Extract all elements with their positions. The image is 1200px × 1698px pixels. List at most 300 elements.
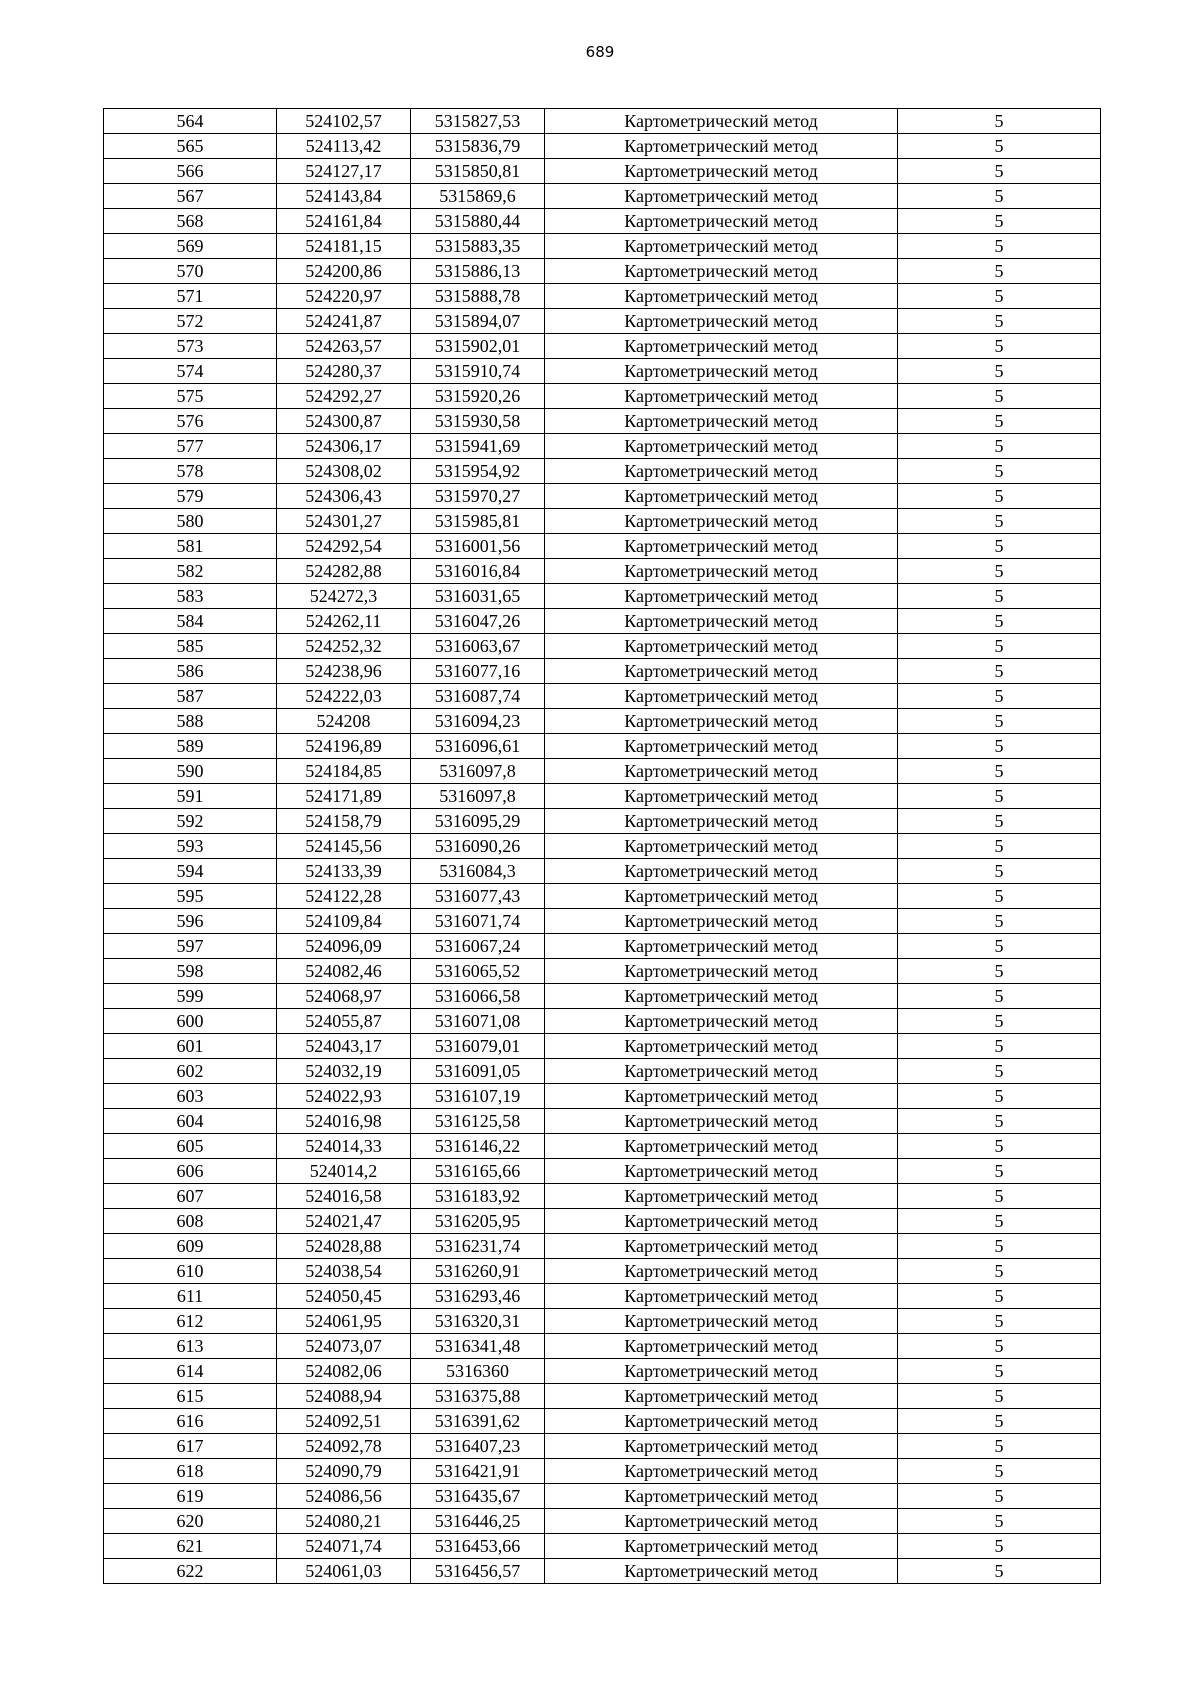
accuracy-cell: 5 [898, 609, 1101, 634]
table-row [104, 709, 1101, 734]
point-number-cell: 568 [104, 209, 277, 234]
point-number-cell: 576 [104, 409, 277, 434]
y-coordinate-cell: 5316421,91 [411, 1459, 545, 1484]
table-row [104, 684, 1101, 709]
point-number-cell: 571 [104, 284, 277, 309]
y-coordinate-cell: 5316095,29 [411, 809, 545, 834]
x-coordinate-cell: 524038,54 [277, 1259, 411, 1284]
y-coordinate-cell: 5316016,84 [411, 559, 545, 584]
point-number-cell: 599 [104, 984, 277, 1009]
table-row [104, 1034, 1101, 1059]
y-coordinate-cell: 5316375,88 [411, 1384, 545, 1409]
y-coordinate-cell: 5315888,78 [411, 284, 545, 309]
y-coordinate-cell: 5316001,56 [411, 534, 545, 559]
point-number-cell: 598 [104, 959, 277, 984]
table-row [104, 559, 1101, 584]
accuracy-cell: 5 [898, 259, 1101, 284]
method-cell: Картометрический метод [545, 534, 898, 559]
accuracy-cell: 5 [898, 934, 1101, 959]
x-coordinate-cell: 524092,78 [277, 1434, 411, 1459]
table-row [104, 159, 1101, 184]
method-cell: Картометрический метод [545, 1209, 898, 1234]
table-row [104, 1109, 1101, 1134]
point-number-cell: 612 [104, 1309, 277, 1334]
table-row [104, 634, 1101, 659]
x-coordinate-cell: 524220,97 [277, 284, 411, 309]
accuracy-cell: 5 [898, 1359, 1101, 1384]
accuracy-cell: 5 [898, 1259, 1101, 1284]
table-row [104, 1509, 1101, 1534]
accuracy-cell: 5 [898, 559, 1101, 584]
x-coordinate-cell: 524208 [277, 709, 411, 734]
y-coordinate-cell: 5316107,19 [411, 1084, 545, 1109]
point-number-cell: 601 [104, 1034, 277, 1059]
x-coordinate-cell: 524252,32 [277, 634, 411, 659]
point-number-cell: 614 [104, 1359, 277, 1384]
table-row [104, 184, 1101, 209]
y-coordinate-cell: 5316205,95 [411, 1209, 545, 1234]
method-cell: Картометрический метод [545, 434, 898, 459]
x-coordinate-cell: 524109,84 [277, 909, 411, 934]
table-row [104, 134, 1101, 159]
accuracy-cell: 5 [898, 1484, 1101, 1509]
point-number-cell: 585 [104, 634, 277, 659]
method-cell: Картометрический метод [545, 959, 898, 984]
point-number-cell: 619 [104, 1484, 277, 1509]
x-coordinate-cell: 524306,17 [277, 434, 411, 459]
x-coordinate-cell: 524102,57 [277, 109, 411, 134]
x-coordinate-cell: 524272,3 [277, 584, 411, 609]
accuracy-cell: 5 [898, 484, 1101, 509]
method-cell: Картометрический метод [545, 559, 898, 584]
table-row [104, 284, 1101, 309]
method-cell: Картометрический метод [545, 159, 898, 184]
method-cell: Картометрический метод [545, 934, 898, 959]
page-number: 689 [585, 43, 615, 61]
y-coordinate-cell: 5316456,57 [411, 1559, 545, 1584]
method-cell: Картометрический метод [545, 484, 898, 509]
accuracy-cell: 5 [898, 284, 1101, 309]
table-row [104, 934, 1101, 959]
x-coordinate-cell: 524086,56 [277, 1484, 411, 1509]
point-number-cell: 588 [104, 709, 277, 734]
accuracy-cell: 5 [898, 309, 1101, 334]
method-cell: Картометрический метод [545, 1359, 898, 1384]
y-coordinate-cell: 5316183,92 [411, 1184, 545, 1209]
method-cell: Картометрический метод [545, 109, 898, 134]
table-row [104, 859, 1101, 884]
x-coordinate-cell: 524262,11 [277, 609, 411, 634]
point-number-cell: 603 [104, 1084, 277, 1109]
table-row [104, 834, 1101, 859]
accuracy-cell: 5 [898, 684, 1101, 709]
x-coordinate-cell: 524043,17 [277, 1034, 411, 1059]
x-coordinate-cell: 524280,37 [277, 359, 411, 384]
method-cell: Картометрический метод [545, 309, 898, 334]
x-coordinate-cell: 524222,03 [277, 684, 411, 709]
y-coordinate-cell: 5316320,31 [411, 1309, 545, 1334]
point-number-cell: 581 [104, 534, 277, 559]
x-coordinate-cell: 524082,46 [277, 959, 411, 984]
x-coordinate-cell: 524184,85 [277, 759, 411, 784]
table-body [104, 109, 1101, 1584]
point-number-cell: 578 [104, 459, 277, 484]
method-cell: Картометрический метод [545, 1409, 898, 1434]
y-coordinate-cell: 5316146,22 [411, 1134, 545, 1159]
accuracy-cell: 5 [898, 809, 1101, 834]
point-number-cell: 593 [104, 834, 277, 859]
method-cell: Картометрический метод [545, 759, 898, 784]
y-coordinate-cell: 5316453,66 [411, 1534, 545, 1559]
method-cell: Картометрический метод [545, 184, 898, 209]
x-coordinate-cell: 524241,87 [277, 309, 411, 334]
y-coordinate-cell: 5315883,35 [411, 234, 545, 259]
table-row [104, 584, 1101, 609]
point-number-cell: 608 [104, 1209, 277, 1234]
method-cell: Картометрический метод [545, 709, 898, 734]
accuracy-cell: 5 [898, 359, 1101, 384]
accuracy-cell: 5 [898, 184, 1101, 209]
accuracy-cell: 5 [898, 884, 1101, 909]
accuracy-cell: 5 [898, 1534, 1101, 1559]
table-row [104, 1434, 1101, 1459]
y-coordinate-cell: 5316407,23 [411, 1434, 545, 1459]
y-coordinate-cell: 5316094,23 [411, 709, 545, 734]
table-row [104, 1559, 1101, 1584]
accuracy-cell: 5 [898, 234, 1101, 259]
x-coordinate-cell: 524096,09 [277, 934, 411, 959]
table-row [104, 484, 1101, 509]
point-number-cell: 613 [104, 1334, 277, 1359]
table-row [104, 1284, 1101, 1309]
y-coordinate-cell: 5316435,67 [411, 1484, 545, 1509]
point-number-cell: 592 [104, 809, 277, 834]
table-row [104, 1134, 1101, 1159]
method-cell: Картометрический метод [545, 1484, 898, 1509]
y-coordinate-cell: 5316125,58 [411, 1109, 545, 1134]
x-coordinate-cell: 524090,79 [277, 1459, 411, 1484]
table-row [104, 884, 1101, 909]
y-coordinate-cell: 5315920,26 [411, 384, 545, 409]
method-cell: Картометрический метод [545, 1559, 898, 1584]
x-coordinate-cell: 524158,79 [277, 809, 411, 834]
method-cell: Картометрический метод [545, 909, 898, 934]
point-number-cell: 582 [104, 559, 277, 584]
table-row [104, 334, 1101, 359]
x-coordinate-cell: 524113,42 [277, 134, 411, 159]
table-row [104, 759, 1101, 784]
method-cell: Картометрический метод [545, 459, 898, 484]
y-coordinate-cell: 5316260,91 [411, 1259, 545, 1284]
accuracy-cell: 5 [898, 784, 1101, 809]
y-coordinate-cell: 5316063,67 [411, 634, 545, 659]
y-coordinate-cell: 5316446,25 [411, 1509, 545, 1534]
x-coordinate-cell: 524016,98 [277, 1109, 411, 1134]
table-row [104, 734, 1101, 759]
x-coordinate-cell: 524181,15 [277, 234, 411, 259]
y-coordinate-cell: 5316360 [411, 1359, 545, 1384]
x-coordinate-cell: 524308,02 [277, 459, 411, 484]
accuracy-cell: 5 [898, 584, 1101, 609]
point-number-cell: 573 [104, 334, 277, 359]
method-cell: Картометрический метод [545, 1384, 898, 1409]
y-coordinate-cell: 5315836,79 [411, 134, 545, 159]
table-row [104, 959, 1101, 984]
x-coordinate-cell: 524263,57 [277, 334, 411, 359]
method-cell: Картометрический метод [545, 134, 898, 159]
y-coordinate-cell: 5316090,26 [411, 834, 545, 859]
method-cell: Картометрический метод [545, 1034, 898, 1059]
y-coordinate-cell: 5316087,74 [411, 684, 545, 709]
method-cell: Картометрический метод [545, 359, 898, 384]
accuracy-cell: 5 [898, 534, 1101, 559]
y-coordinate-cell: 5316065,52 [411, 959, 545, 984]
accuracy-cell: 5 [898, 859, 1101, 884]
method-cell: Картометрический метод [545, 784, 898, 809]
accuracy-cell: 5 [898, 1084, 1101, 1109]
accuracy-cell: 5 [898, 459, 1101, 484]
table-row [104, 1309, 1101, 1334]
table-row [104, 1009, 1101, 1034]
y-coordinate-cell: 5316097,8 [411, 759, 545, 784]
y-coordinate-cell: 5315894,07 [411, 309, 545, 334]
table-row [104, 1359, 1101, 1384]
x-coordinate-cell: 524300,87 [277, 409, 411, 434]
x-coordinate-cell: 524292,54 [277, 534, 411, 559]
point-number-cell: 602 [104, 1059, 277, 1084]
y-coordinate-cell: 5316231,74 [411, 1234, 545, 1259]
y-coordinate-cell: 5316293,46 [411, 1284, 545, 1309]
accuracy-cell: 5 [898, 1134, 1101, 1159]
method-cell: Картометрический метод [545, 834, 898, 859]
accuracy-cell: 5 [898, 1309, 1101, 1334]
x-coordinate-cell: 524292,27 [277, 384, 411, 409]
y-coordinate-cell: 5315930,58 [411, 409, 545, 434]
x-coordinate-cell: 524021,47 [277, 1209, 411, 1234]
x-coordinate-cell: 524133,39 [277, 859, 411, 884]
table-row [104, 1384, 1101, 1409]
point-number-cell: 572 [104, 309, 277, 334]
point-number-cell: 621 [104, 1534, 277, 1559]
accuracy-cell: 5 [898, 959, 1101, 984]
y-coordinate-cell: 5316071,08 [411, 1009, 545, 1034]
point-number-cell: 611 [104, 1284, 277, 1309]
method-cell: Картометрический метод [545, 884, 898, 909]
method-cell: Картометрический метод [545, 234, 898, 259]
accuracy-cell: 5 [898, 159, 1101, 184]
accuracy-cell: 5 [898, 634, 1101, 659]
accuracy-cell: 5 [898, 1034, 1101, 1059]
x-coordinate-cell: 524014,2 [277, 1159, 411, 1184]
accuracy-cell: 5 [898, 1009, 1101, 1034]
point-number-cell: 597 [104, 934, 277, 959]
table-row [104, 534, 1101, 559]
table-row [104, 609, 1101, 634]
accuracy-cell: 5 [898, 1109, 1101, 1134]
accuracy-cell: 5 [898, 1384, 1101, 1409]
y-coordinate-cell: 5316071,74 [411, 909, 545, 934]
table-row [104, 1409, 1101, 1434]
x-coordinate-cell: 524022,93 [277, 1084, 411, 1109]
table-row [104, 1484, 1101, 1509]
y-coordinate-cell: 5316341,48 [411, 1334, 545, 1359]
x-coordinate-cell: 524016,58 [277, 1184, 411, 1209]
point-number-cell: 579 [104, 484, 277, 509]
method-cell: Картометрический метод [545, 1084, 898, 1109]
x-coordinate-cell: 524200,86 [277, 259, 411, 284]
table-row [104, 1334, 1101, 1359]
y-coordinate-cell: 5316077,43 [411, 884, 545, 909]
x-coordinate-cell: 524061,03 [277, 1559, 411, 1584]
x-coordinate-cell: 524196,89 [277, 734, 411, 759]
x-coordinate-cell: 524282,88 [277, 559, 411, 584]
method-cell: Картометрический метод [545, 1284, 898, 1309]
accuracy-cell: 5 [898, 109, 1101, 134]
y-coordinate-cell: 5315970,27 [411, 484, 545, 509]
method-cell: Картометрический метод [545, 634, 898, 659]
x-coordinate-cell: 524145,56 [277, 834, 411, 859]
accuracy-cell: 5 [898, 834, 1101, 859]
method-cell: Картометрический метод [545, 1509, 898, 1534]
accuracy-cell: 5 [898, 709, 1101, 734]
accuracy-cell: 5 [898, 1059, 1101, 1084]
method-cell: Картометрический метод [545, 809, 898, 834]
table-row [104, 359, 1101, 384]
point-number-cell: 617 [104, 1434, 277, 1459]
point-number-cell: 566 [104, 159, 277, 184]
table-row [104, 309, 1101, 334]
method-cell: Картометрический метод [545, 1459, 898, 1484]
method-cell: Картометрический метод [545, 734, 898, 759]
y-coordinate-cell: 5315902,01 [411, 334, 545, 359]
point-number-cell: 595 [104, 884, 277, 909]
method-cell: Картометрический метод [545, 1534, 898, 1559]
table-row [104, 259, 1101, 284]
x-coordinate-cell: 524161,84 [277, 209, 411, 234]
accuracy-cell: 5 [898, 1284, 1101, 1309]
accuracy-cell: 5 [898, 1184, 1101, 1209]
y-coordinate-cell: 5315880,44 [411, 209, 545, 234]
x-coordinate-cell: 524082,06 [277, 1359, 411, 1384]
point-number-cell: 622 [104, 1559, 277, 1584]
method-cell: Картометрический метод [545, 284, 898, 309]
x-coordinate-cell: 524238,96 [277, 659, 411, 684]
y-coordinate-cell: 5316077,16 [411, 659, 545, 684]
method-cell: Картометрический метод [545, 1159, 898, 1184]
point-number-cell: 584 [104, 609, 277, 634]
point-number-cell: 586 [104, 659, 277, 684]
y-coordinate-cell: 5315850,81 [411, 159, 545, 184]
accuracy-cell: 5 [898, 1334, 1101, 1359]
method-cell: Картометрический метод [545, 259, 898, 284]
y-coordinate-cell: 5315941,69 [411, 434, 545, 459]
table-row [104, 1534, 1101, 1559]
table-row [104, 1059, 1101, 1084]
point-number-cell: 618 [104, 1459, 277, 1484]
method-cell: Картометрический метод [545, 984, 898, 1009]
table-row [104, 209, 1101, 234]
accuracy-cell: 5 [898, 509, 1101, 534]
y-coordinate-cell: 5316047,26 [411, 609, 545, 634]
table-row [104, 384, 1101, 409]
method-cell: Картометрический метод [545, 334, 898, 359]
point-number-cell: 570 [104, 259, 277, 284]
method-cell: Картометрический метод [545, 659, 898, 684]
y-coordinate-cell: 5316091,05 [411, 1059, 545, 1084]
table-row [104, 109, 1101, 134]
table-row [104, 1459, 1101, 1484]
accuracy-cell: 5 [898, 909, 1101, 934]
point-number-cell: 564 [104, 109, 277, 134]
y-coordinate-cell: 5316096,61 [411, 734, 545, 759]
point-number-cell: 607 [104, 1184, 277, 1209]
point-number-cell: 604 [104, 1109, 277, 1134]
table-row [104, 909, 1101, 934]
table-row [104, 659, 1101, 684]
table-row [104, 434, 1101, 459]
accuracy-cell: 5 [898, 1434, 1101, 1459]
point-number-cell: 615 [104, 1384, 277, 1409]
x-coordinate-cell: 524122,28 [277, 884, 411, 909]
y-coordinate-cell: 5316066,58 [411, 984, 545, 1009]
point-number-cell: 574 [104, 359, 277, 384]
point-number-cell: 600 [104, 1009, 277, 1034]
accuracy-cell: 5 [898, 1509, 1101, 1534]
point-number-cell: 590 [104, 759, 277, 784]
y-coordinate-cell: 5315985,81 [411, 509, 545, 534]
point-number-cell: 580 [104, 509, 277, 534]
point-number-cell: 606 [104, 1159, 277, 1184]
point-number-cell: 583 [104, 584, 277, 609]
method-cell: Картометрический метод [545, 1334, 898, 1359]
accuracy-cell: 5 [898, 984, 1101, 1009]
point-number-cell: 596 [104, 909, 277, 934]
point-number-cell: 565 [104, 134, 277, 159]
x-coordinate-cell: 524301,27 [277, 509, 411, 534]
table-row [104, 809, 1101, 834]
y-coordinate-cell: 5316165,66 [411, 1159, 545, 1184]
method-cell: Картометрический метод [545, 1234, 898, 1259]
y-coordinate-cell: 5316079,01 [411, 1034, 545, 1059]
point-number-cell: 589 [104, 734, 277, 759]
y-coordinate-cell: 5316067,24 [411, 934, 545, 959]
point-number-cell: 605 [104, 1134, 277, 1159]
table-row [104, 1084, 1101, 1109]
x-coordinate-cell: 524088,94 [277, 1384, 411, 1409]
accuracy-cell: 5 [898, 1209, 1101, 1234]
accuracy-cell: 5 [898, 1409, 1101, 1434]
point-number-cell: 594 [104, 859, 277, 884]
point-number-cell: 620 [104, 1509, 277, 1534]
accuracy-cell: 5 [898, 209, 1101, 234]
x-coordinate-cell: 524143,84 [277, 184, 411, 209]
accuracy-cell: 5 [898, 1459, 1101, 1484]
coordinates-table [103, 108, 1101, 1584]
method-cell: Картометрический метод [545, 1009, 898, 1034]
x-coordinate-cell: 524068,97 [277, 984, 411, 1009]
table-row [104, 984, 1101, 1009]
x-coordinate-cell: 524127,17 [277, 159, 411, 184]
x-coordinate-cell: 524073,07 [277, 1334, 411, 1359]
method-cell: Картометрический метод [545, 209, 898, 234]
accuracy-cell: 5 [898, 409, 1101, 434]
method-cell: Картометрический метод [545, 1259, 898, 1284]
x-coordinate-cell: 524306,43 [277, 484, 411, 509]
table-row [104, 234, 1101, 259]
point-number-cell: 609 [104, 1234, 277, 1259]
point-number-cell: 616 [104, 1409, 277, 1434]
accuracy-cell: 5 [898, 659, 1101, 684]
